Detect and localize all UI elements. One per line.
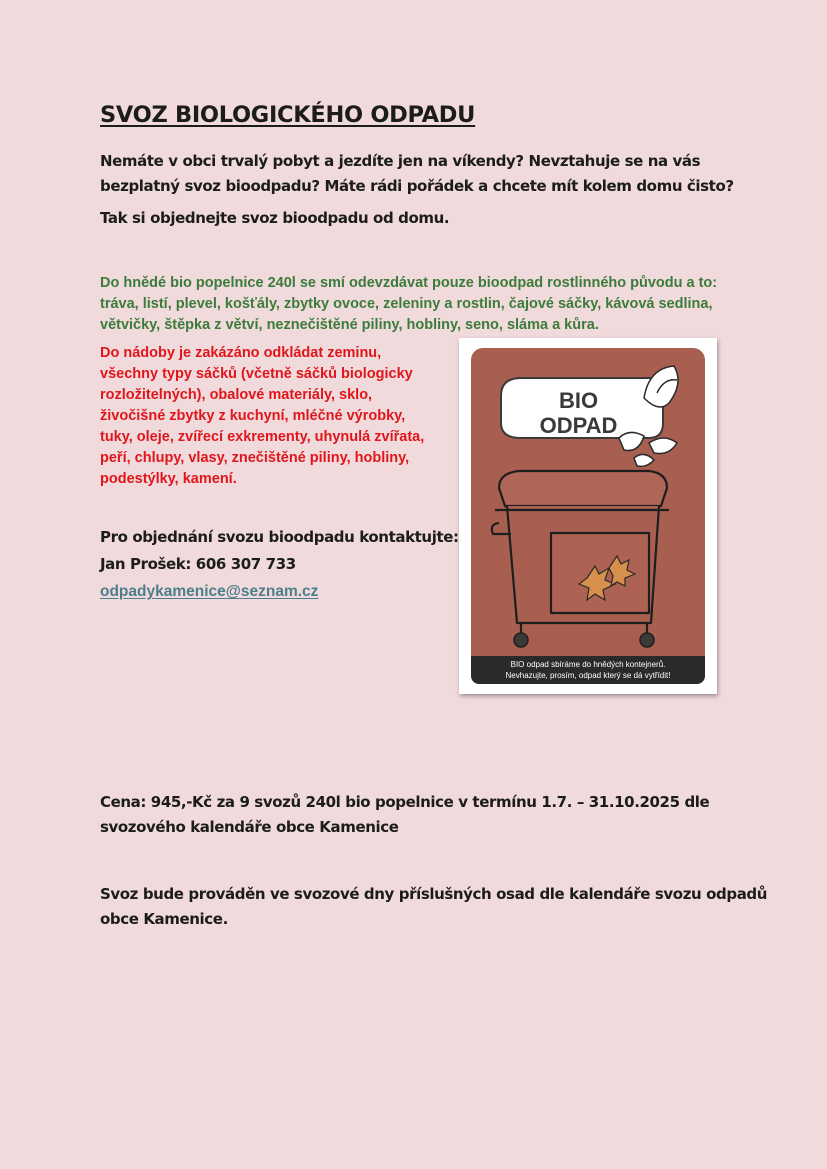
contact-phone: Jan Prošek: 606 307 733	[100, 555, 296, 573]
allowed-line: větvičky, štěpka z větví, neznečištěné piliny, hobliny, seno, sláma a kůra.	[100, 317, 599, 333]
allowed-line: tráva, listí, plevel, košťály, zbytky ovoce, zeleniny a rostlin, čajové sáčky, kávová sedlina,	[100, 296, 713, 312]
pickup-paragraph	[100, 882, 768, 932]
price-paragraph	[100, 790, 740, 840]
price-line: Cena: 945,-Kč za 9 svozů 240l bio popelnice v termínu 1.7. – 31.10.2025 dle	[100, 793, 710, 811]
sticker-bubble-label	[521, 388, 636, 438]
forbidden-line: peří, chlupy, vlasy, znečištěné piliny, hobliny,	[100, 450, 410, 466]
contact-heading: Pro objednání svozu bioodpadu kontaktujte:	[100, 528, 459, 546]
sticker-caption-line: Nevhazujte, prosím, odpad který se dá vytřídit!	[505, 671, 671, 680]
order-call-to-action: Tak si objednejte svoz bioodpadu od domu.	[100, 209, 450, 227]
intro-paragraph	[100, 149, 740, 199]
forbidden-line: rozložitelných), obalové materiály, sklo,	[100, 387, 373, 403]
pickup-line: obce Kamenice.	[100, 910, 228, 928]
sticker-bubble-line: BIO	[558, 388, 599, 413]
forbidden-line: tuky, oleje, zvířecí exkrementy, uhynulá zvířata,	[100, 429, 425, 445]
sticker-caption	[471, 656, 705, 684]
bio-waste-sticker-image	[459, 338, 717, 694]
pickup-line: Svoz bude prováděn ve svozové dny příslušných osad dle kalendáře svozu odpadů	[100, 885, 768, 903]
email-link[interactable]: odpadykamenice@seznam.cz	[100, 583, 319, 600]
price-line: svozového kalendáře obce Kamenice	[100, 818, 399, 836]
forbidden-line: Do nádoby je zakázáno odkládat zeminu,	[100, 345, 382, 361]
forbidden-line: všechny typy sáčků (včetně sáčků biologicky	[100, 366, 413, 382]
forbidden-line: živočišné zbytky z kuchyní, mléčné výrobky,	[100, 408, 406, 424]
allowed-line: Do hnědé bio popelnice 240l se smí odevzdávat pouze bioodpad rostlinného původu a to:	[100, 275, 718, 291]
contact-block	[100, 524, 459, 578]
forbidden-line: podestýlky, kamení.	[100, 471, 237, 487]
forbidden-waste-paragraph	[100, 343, 450, 490]
sticker-caption-line: BIO odpad sbíráme do hnědých kontejnerů.	[510, 660, 666, 669]
sticker-bubble-line: ODPAD	[539, 413, 618, 438]
intro-line: bezplatný svoz bioodpadu? Máte rádi pořádek a chcete mít kolem domu čisto?	[100, 177, 734, 195]
intro-line: Nemáte v obci trvalý pobyt a jezdíte jen na víkendy? Nevztahuje se na vás	[100, 152, 701, 170]
allowed-waste-paragraph	[100, 273, 740, 336]
page-title: SVOZ BIOLOGICKÉHO ODPADU	[100, 102, 476, 128]
